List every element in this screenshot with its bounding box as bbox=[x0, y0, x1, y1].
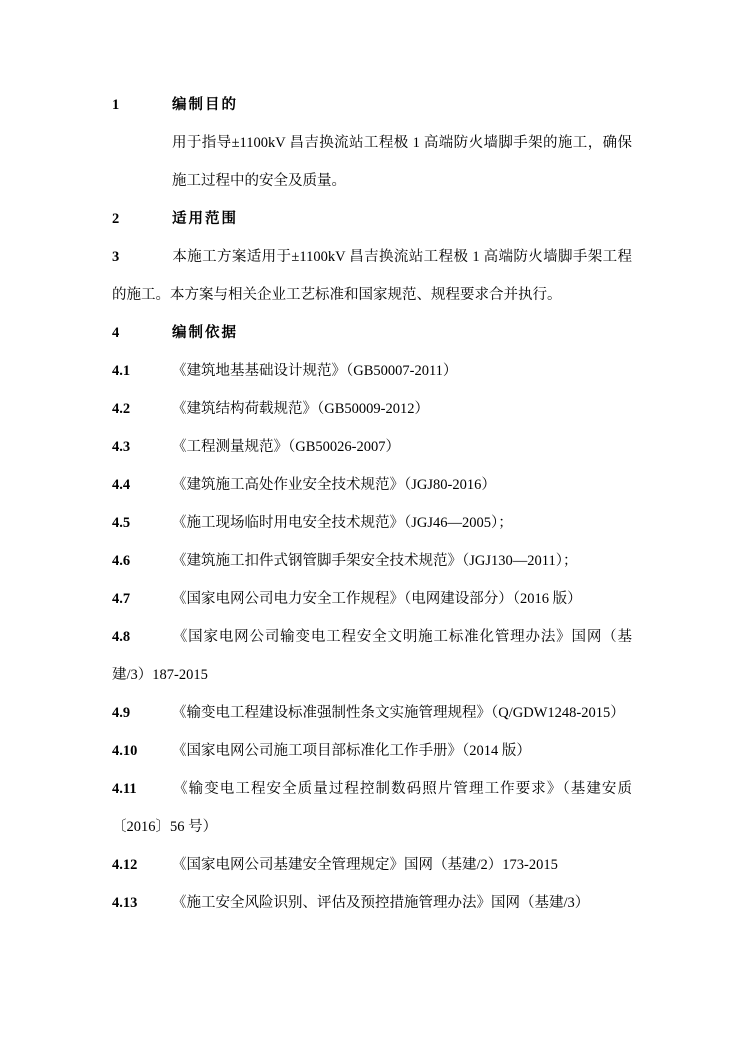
numbered-item bbox=[112, 618, 632, 694]
numbered-item bbox=[112, 884, 632, 922]
heading-text: 适用范围 bbox=[172, 211, 238, 227]
item-text: 《输变电工程建设标准强制性条文实施管理规程》（Q/GDW1248-2015） bbox=[172, 705, 625, 721]
item-number: 4.6 bbox=[112, 553, 131, 569]
item-number: 4.12 bbox=[112, 857, 138, 873]
item-number: 1 bbox=[112, 97, 120, 113]
item-text: 《施工现场临时用电安全技术规范》（JGJ46—2005）； bbox=[172, 515, 513, 531]
item-number: 4.7 bbox=[112, 591, 131, 607]
numbered-item bbox=[112, 466, 632, 504]
item-number: 4.2 bbox=[112, 401, 131, 417]
item-text: 《建筑结构荷载规范》（GB50009-2012） bbox=[172, 401, 429, 417]
item-number: 2 bbox=[112, 211, 120, 227]
item-text: 《工程测量规范》（GB50026-2007） bbox=[172, 439, 400, 455]
item-number: 4.13 bbox=[112, 895, 138, 911]
item-text: 《建筑施工高处作业安全技术规范》（JGJ80-2016） bbox=[172, 477, 496, 493]
item-number: 4.4 bbox=[112, 477, 131, 493]
item-text: 《建筑施工扣件式钢管脚手架安全技术规范》（JGJ130—2011）； bbox=[172, 553, 578, 569]
item-text: 《国家电网公司施工项目部标准化工作手册》（2014 版） bbox=[172, 743, 531, 759]
numbered-item bbox=[112, 694, 632, 732]
item-text: 《输变电工程安全质量过程控制数码照片管理工作要求》（基建安质〔2016〕56 号） bbox=[112, 781, 632, 835]
numbered-item bbox=[112, 732, 632, 770]
item-text: 《建筑地基基础设计规范》（GB50007-2011） bbox=[172, 363, 458, 379]
item-text: 《国家电网公司输变电工程安全文明施工标准化管理办法》国网（基建/3）187-2015 bbox=[112, 629, 632, 683]
item-number: 4.11 bbox=[112, 781, 137, 797]
heading-text: 编制目的 bbox=[172, 97, 238, 113]
numbered-item bbox=[112, 352, 632, 390]
item-text: 用于指导±1100kV 昌吉换流站工程极 1 高端防火墙脚手架的施工，确保施工过程中的安全及质量。 bbox=[172, 135, 632, 189]
item-number: 4.5 bbox=[112, 515, 131, 531]
item-text: 本施工方案适用于±1100kV 昌吉换流站工程极 1 高端防火墙脚手架工程的施工。本方案与相关企业工艺标准和国家规范、规程要求合并执行。 bbox=[112, 249, 632, 303]
heading-text: 编制依据 bbox=[172, 325, 238, 341]
item-number: 3 bbox=[112, 249, 120, 265]
numbered-item bbox=[112, 770, 632, 846]
item-text: 《国家电网公司基建安全管理规定》国网（基建/2）173-2015 bbox=[172, 857, 558, 873]
section-heading bbox=[112, 86, 632, 124]
numbered-item bbox=[112, 580, 632, 618]
body-paragraph bbox=[172, 124, 632, 200]
numbered-item bbox=[112, 504, 632, 542]
section-heading bbox=[112, 314, 632, 352]
numbered-item bbox=[112, 238, 632, 314]
item-number: 4 bbox=[112, 325, 120, 341]
item-text: 《国家电网公司电力安全工作规程》（电网建设部分）（2016 版） bbox=[172, 591, 582, 607]
item-number: 4.9 bbox=[112, 705, 131, 721]
numbered-item bbox=[112, 428, 632, 466]
item-number: 4.3 bbox=[112, 439, 131, 455]
item-number: 4.8 bbox=[112, 629, 131, 645]
item-text: 《施工安全风险识别、评估及预控措施管理办法》国网（基建/3） bbox=[172, 895, 590, 911]
item-number: 4.1 bbox=[112, 363, 131, 379]
numbered-item bbox=[112, 542, 632, 580]
numbered-item bbox=[112, 846, 632, 884]
numbered-item bbox=[112, 390, 632, 428]
item-number: 4.10 bbox=[112, 743, 138, 759]
section-heading bbox=[112, 200, 632, 238]
